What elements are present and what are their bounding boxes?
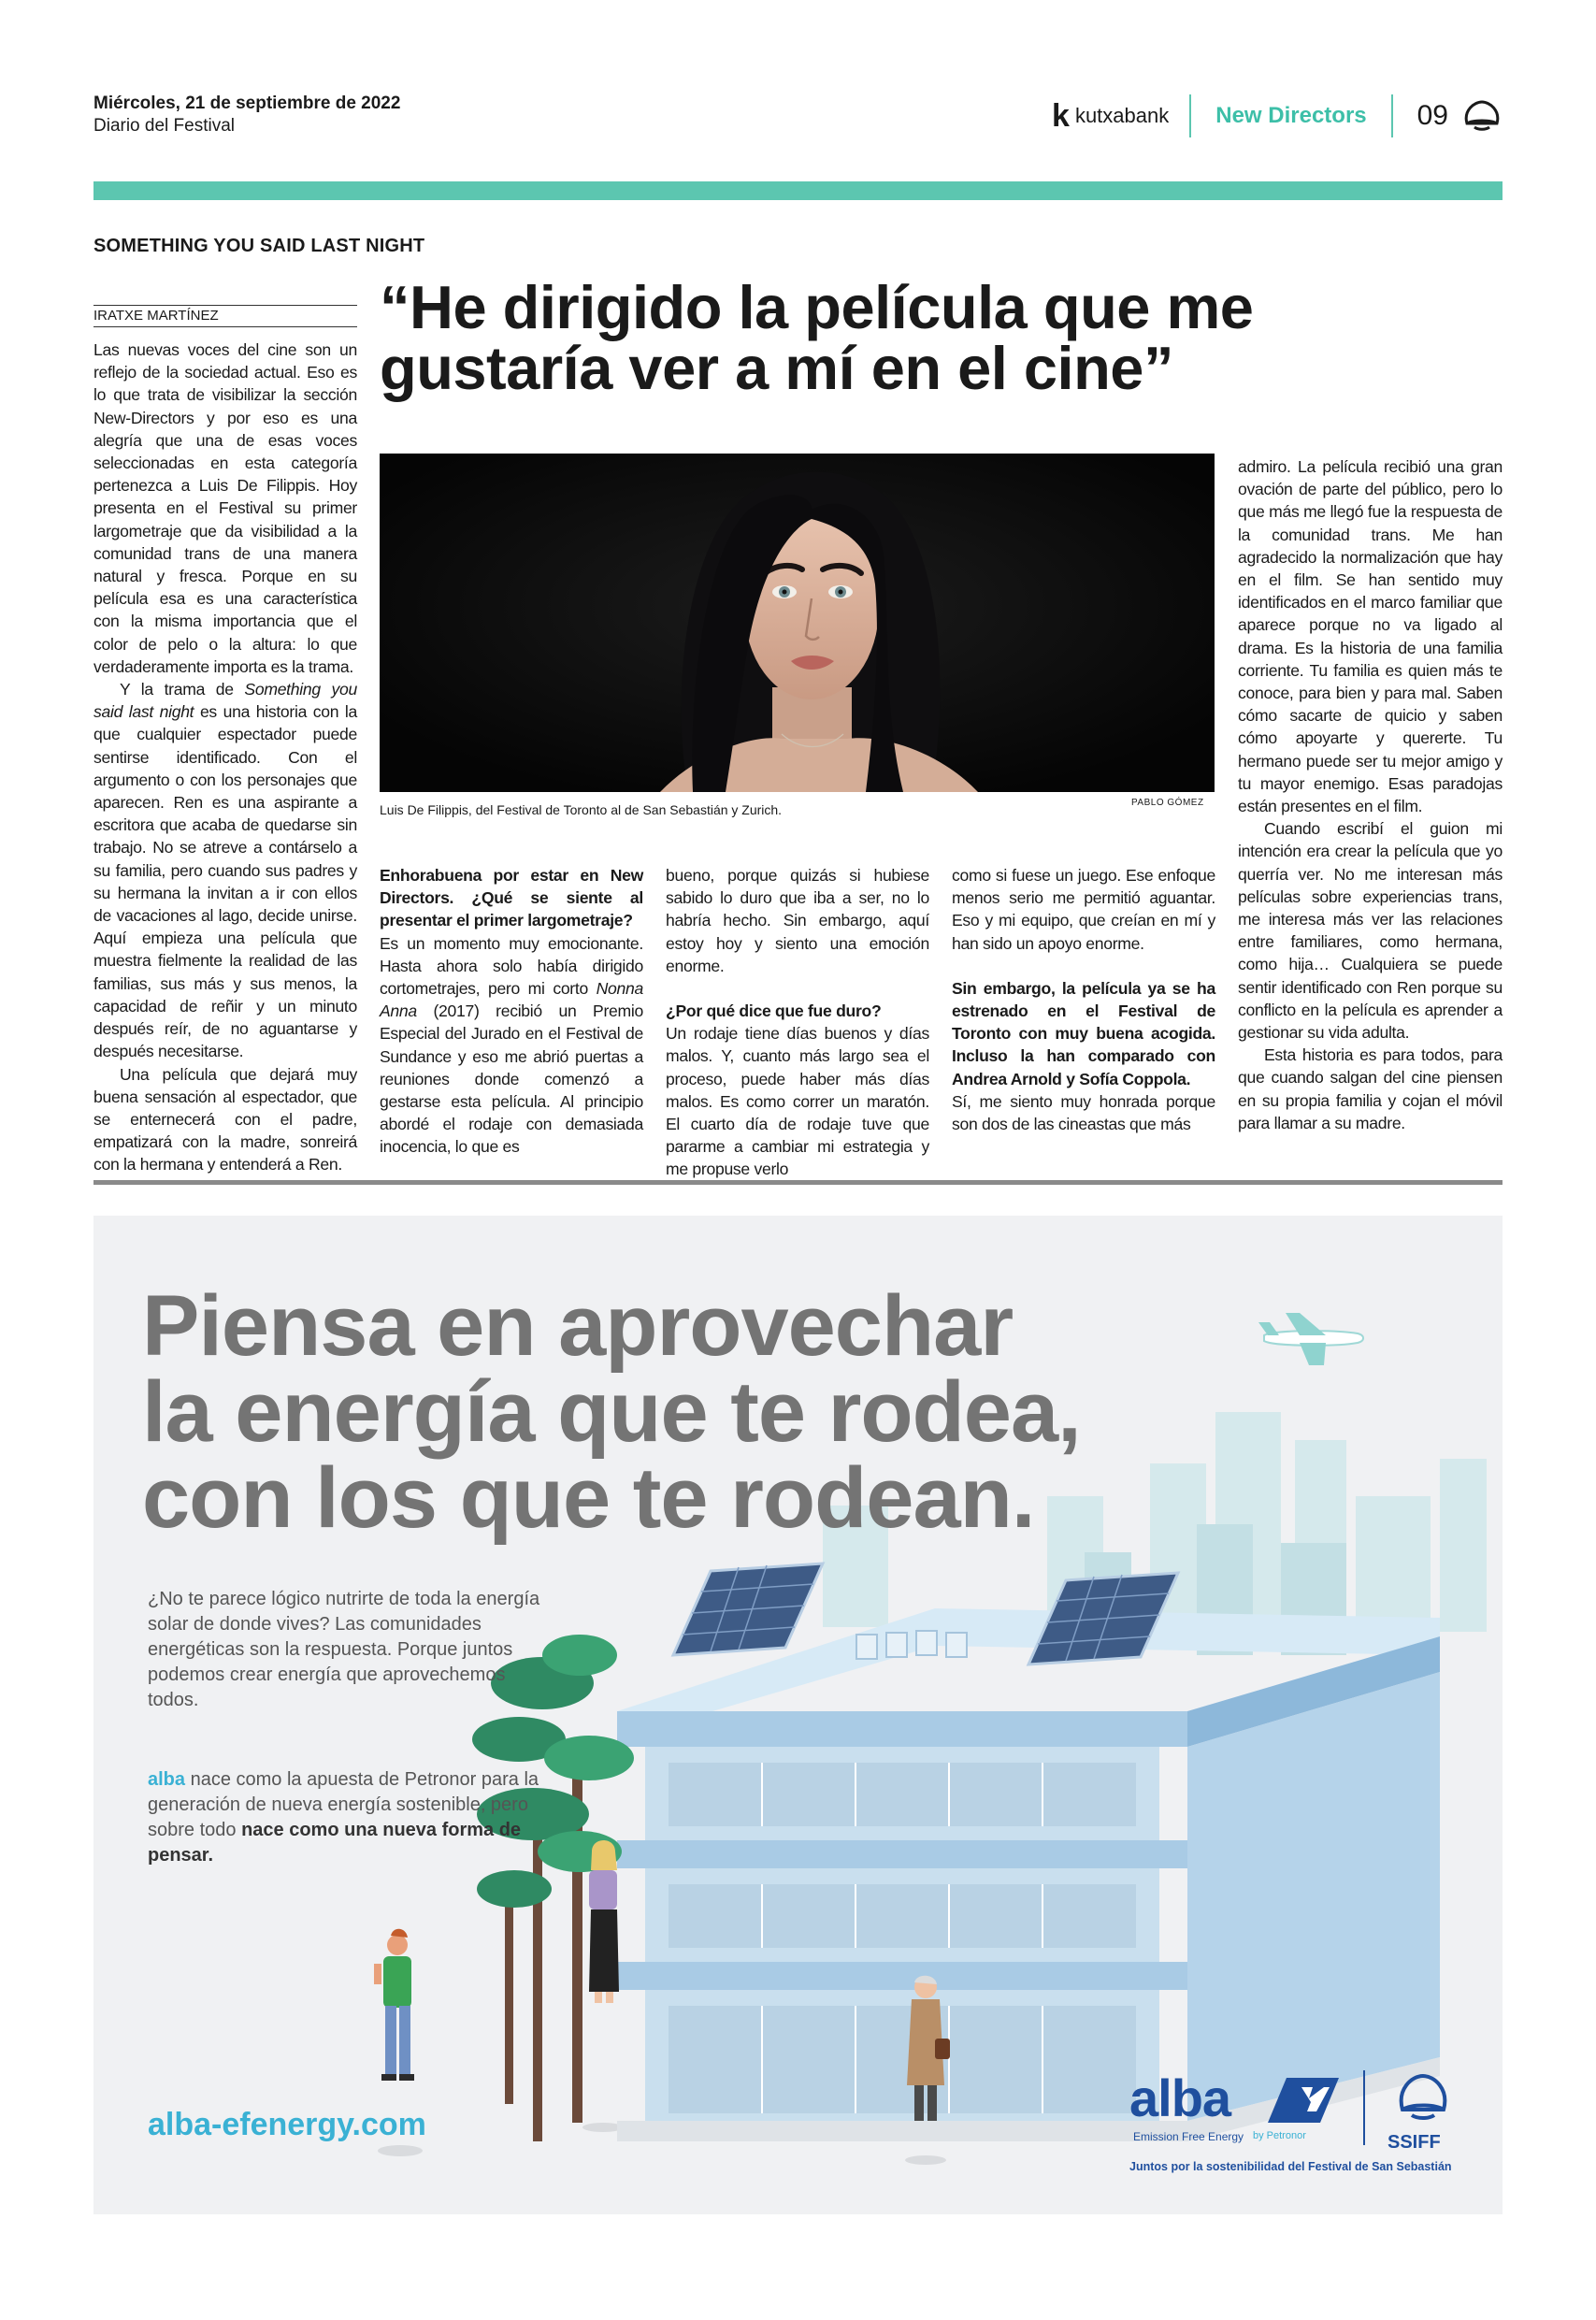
section-name: New Directors <box>1191 94 1392 137</box>
logo-divider <box>1363 2070 1365 2145</box>
ssiff-logo-text: SSIFF <box>1388 2132 1441 2153</box>
person-icon <box>582 1840 624 2132</box>
text-run: Y la trama de <box>120 680 245 699</box>
portrait-image <box>380 454 1215 792</box>
photo-caption: Luis De Filippis, del Festival de Toronto al de San Sebastián y Zurich. <box>380 802 783 817</box>
article-headline: “He dirigido la película que me gustaría ver a mí en el cine” <box>380 273 1254 402</box>
interview-answer <box>380 932 643 1159</box>
header-right <box>1052 92 1503 140</box>
ad-headline-line: Piensa en aprovechar <box>142 1278 1014 1374</box>
ad-headline-line: la energía que te rodea, <box>142 1364 1081 1460</box>
issue-date: Miércoles, 21 de septiembre de 2022 <box>93 94 401 113</box>
brand-name: alba <box>148 1769 186 1790</box>
airplane-icon <box>1258 1313 1363 1365</box>
article-column-1 <box>93 339 357 1176</box>
text-run: es una historia con la que cualquier espectador puede sentirse identificado. Con el argumento o con los personajes que aparecen. Ren es una aspirante a escritora que acaba de quedarse sin trabajo. No se atreve a contárselo a su familia, pero cuando sus padres y su hermana la invitan a ir con ellos de vacaciones al lago, decide unirse. Aquí empieza una película que muestra fielmente la realidad de las familias, sus más y sus menos, la capacidad de reñir y un minuto después reír, de no aguantarse y después necesitarse. <box>93 702 357 1061</box>
kutxabank-k-icon: k <box>1052 98 1070 134</box>
header-accent-bar <box>93 181 1503 200</box>
ad-tagline: Juntos por la sostenibilidad del Festival de San Sebastián <box>1129 2160 1452 2173</box>
advertisement <box>93 1216 1503 2214</box>
article-column-3 <box>666 864 929 1181</box>
text-run: (2017) recibió un Premio Especial del Jurado en el Festival de Sundance y eso me abrió puertas a reuniones donde comenzó a gestarse esta película. Al principio abordé el rodaje con demasiada inocencia, lo que es <box>380 1001 643 1157</box>
interview-question: ¿Por qué dice que fue duro? <box>666 1001 882 1021</box>
article-kicker: SOMETHING YOU SAID LAST NIGHT <box>93 236 425 256</box>
paragraph: Esta historia es para todos, para que cuando salgan del cine piensen en su propia familia y cojan el móvil para llamar a su madre. <box>1238 1045 1503 1132</box>
article-author: IRATXE MARTÍNEZ <box>93 305 357 327</box>
paragraph <box>93 678 357 1062</box>
section-divider <box>93 1180 1503 1185</box>
solar-panel-icon <box>673 1563 823 1655</box>
ad-headline-line: con los que te rodean. <box>142 1450 1035 1546</box>
ad-headline <box>142 1278 1171 1546</box>
interview-question: Enhorabuena por estar en New Directors. ¿Qué se siente al presentar el primer largometraje? <box>380 866 643 930</box>
ad-website-link[interactable]: alba-efenergy.com <box>148 2107 426 2142</box>
interview-answer: Un rodaje tiene días buenos y días malos. Y, cuanto más largo sea el proceso, puede haber más días malos. Es como correr un maratón. El cuarto día de rodaje tuve que pararme a cambiar mi estrategia y me propuse verlo <box>666 1024 929 1179</box>
film-title: Something you said last night <box>93 680 357 722</box>
paragraph: Cuando escribí el guion mi intención era crear la película que yo querría ver. No me interesan más películas sobre experiencias trans, me interesa más ver las relaciones entre familiares, como hermana, como hija… Cualquiera se puede sentir identificado con Ren porque su conflicto en la película es aprender a gestionar su vida adulta. <box>1238 819 1503 1043</box>
text-run: Es un momento muy emocionante. Hasta ahora solo había dirigido cortometrajes, pero mi corto <box>380 933 643 999</box>
article-photo <box>380 454 1215 792</box>
alba-logo: alba <box>1129 2068 1231 2127</box>
ssiff-shell-icon <box>1395 2072 1451 2123</box>
alba-mark-icon <box>1258 2074 1344 2126</box>
alba-by: by Petronor <box>1253 2130 1306 2141</box>
interview-answer: Sí, me siento muy honrada porque son dos de las cineastas que más <box>952 1091 1215 1134</box>
festival-shell-icon <box>1461 99 1503 133</box>
publication-name: Diario del Festival <box>93 116 235 136</box>
page-number: 09 <box>1416 100 1448 131</box>
text-run: nace como la apuesta de Petronor para la generación de nueva energía sostenible, pero sobre todo <box>148 1769 539 1840</box>
photo-credit: PABLO GÓMEZ <box>1131 798 1204 808</box>
alba-subtitle: Emission Free Energy <box>1133 2130 1244 2143</box>
text-run: nace como una nueva forma de pensar. <box>148 1820 522 1866</box>
sponsor-name: kutxabank <box>1074 104 1170 127</box>
kutxabank-logo <box>1052 94 1191 137</box>
ad-logos <box>1129 2065 1466 2177</box>
paragraph: Las nuevas voces del cine son un reflejo de la sociedad actual. Eso es lo que trata de visibilizar la sección New-Directors y por eso es una alegría que una de esas voces seleccionadas en esta categoría pertenezca a Luis De Filippis. Hoy presenta en el Festival su primer largometraje que da visibilidad a la comunidad trans de una manera natural y fresca. Porque en su película esa es una característica con la misma importancia que el color de pelo o la altura: lo que verdaderamente importa es la trama. <box>93 340 357 676</box>
article-column-2 <box>380 864 643 1159</box>
article-column-5 <box>1238 455 1503 1134</box>
paragraph: Una película que dejará muy buena sensación al espectador, que se enternecerá con el padre, empatizará con la madre, sonreirá con la hermana y entenderá a Ren. <box>93 1064 357 1174</box>
interview-answer: bueno, porque quizás si hubiese sabido lo duro que iba a ser, no lo habría hecho. Sin embargo, aquí estoy hoy y siento una emoción enorme. <box>666 866 929 975</box>
interview-question: Sin embargo, la película ya se ha estrenado en el Festival de Toronto con muy buena acogida. Incluso la han comparado con Andrea Arnold y Sofía Coppola. <box>952 978 1215 1088</box>
interview-answer: como si fuese un juego. Ese enfoque menos serio me permitió aguantar. Eso y mi equipo, que creían en mí y han sido un apoyo enorme. <box>952 866 1215 953</box>
film-title: Nonna Anna <box>380 979 643 1021</box>
interview-answer: admiro. La película recibió una gran ovación de parte del público, pero lo que más me llegó fue la respuesta de la comunidad trans. Me han agradecido la normalización que hay en el film. Se han sentido muy identificados en el marco familiar que aparece porque no va ligado al drama. Es la historia de una familia corriente. Tu familia es quien más te conoce, para bien y para mal. Saben cómo sacarte de quicio y saben cómo apoyarte y quererte. Tu hermano puede ser tu mejor amigo y tu mayor enemigo. Esas paradojas están presentes en el film. <box>1238 457 1503 816</box>
article-column-4 <box>952 864 1215 1135</box>
ad-body-2 <box>148 1767 540 1868</box>
ad-body-1: ¿No te parece lógico nutrirte de toda la energía solar de donde vives? Las comunidades energéticas son la respuesta. Porque juntos podemos crear energía que aprovechemos todos. <box>148 1589 540 1710</box>
solar-building <box>617 1563 1440 2121</box>
